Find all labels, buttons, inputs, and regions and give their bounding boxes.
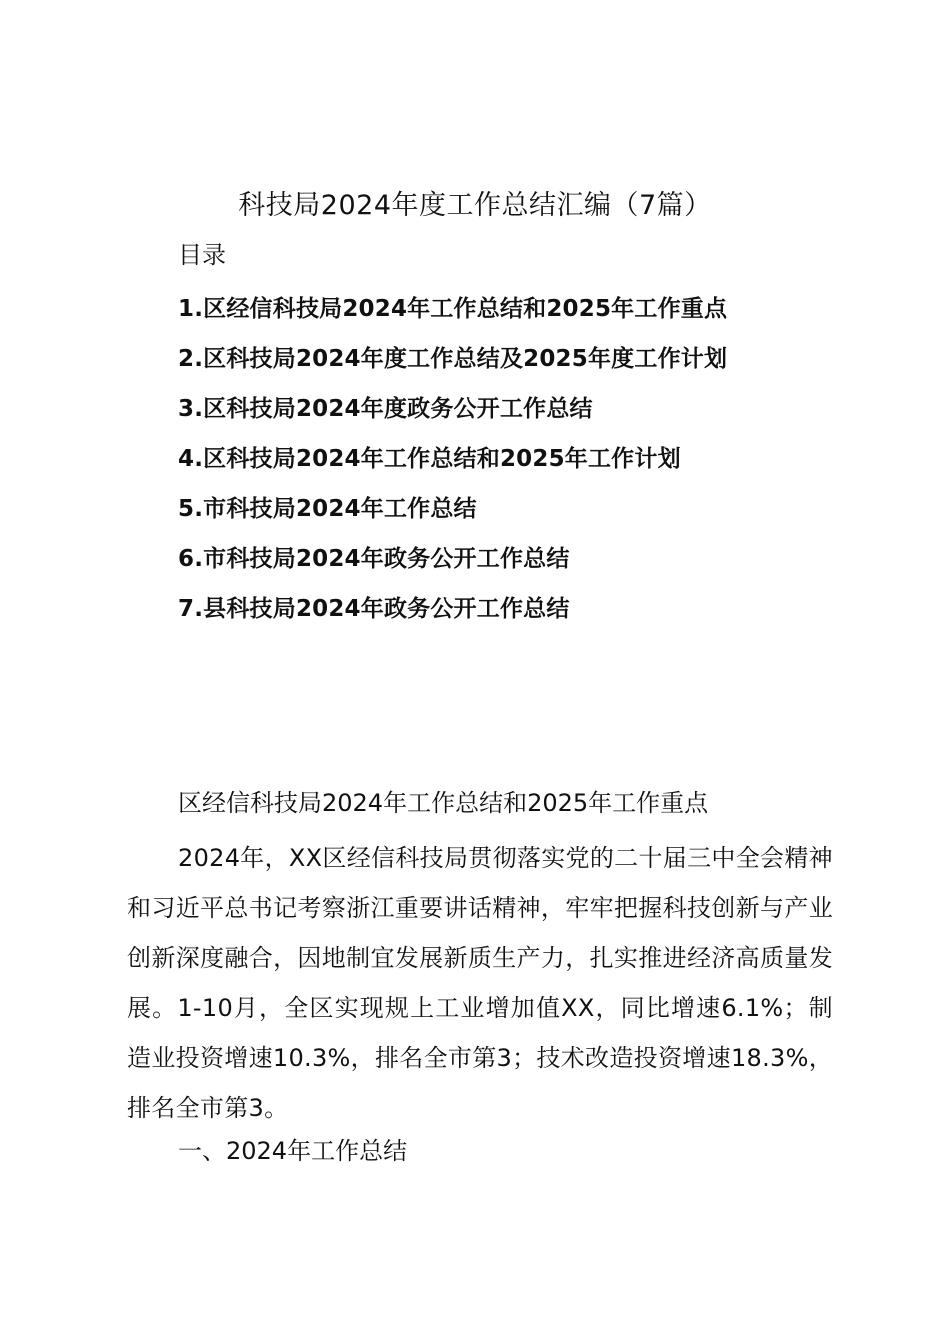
table-of-contents bbox=[178, 284, 727, 634]
toc-item: 1.区经信科技局2024年工作总结和2025年工作重点 bbox=[178, 296, 728, 322]
toc-item: 6.市科技局2024年政务公开工作总结 bbox=[178, 546, 570, 572]
section-title: 区经信科技局2024年工作总结和2025年工作重点 bbox=[178, 789, 709, 817]
toc-item: 7.县科技局2024年政务公开工作总结 bbox=[178, 596, 570, 622]
subheading: 一、2024年工作总结 bbox=[178, 1137, 408, 1165]
toc-item: 3.区科技局2024年度政务公开工作总结 bbox=[178, 396, 593, 422]
toc-item: 5.市科技局2024年工作总结 bbox=[178, 496, 477, 522]
intro-paragraph: 2024年，XX区经信科技局贯彻落实党的二十届三中全会精神和习近平总书记考察浙江重要讲话精神，牢牢把握科技创新与产业创新深度融合，因地制宜发展新质生产力，扎实推进经济高质量发展。1-10月，全区实现规上工业增加值XX，同比增速6.1%；制造业投资增速10.3%，排名全市第3；技术改造投资增速18.3%，排名全市第3。 bbox=[127, 844, 833, 1122]
toc-item: 4.区科技局2024年工作总结和2025年工作计划 bbox=[178, 446, 681, 472]
document-title: 科技局2024年度工作总结汇编（7篇） bbox=[238, 190, 712, 221]
toc-heading: 目录 bbox=[178, 241, 226, 269]
toc-item: 2.区科技局2024年度工作总结及2025年度工作计划 bbox=[178, 346, 728, 372]
